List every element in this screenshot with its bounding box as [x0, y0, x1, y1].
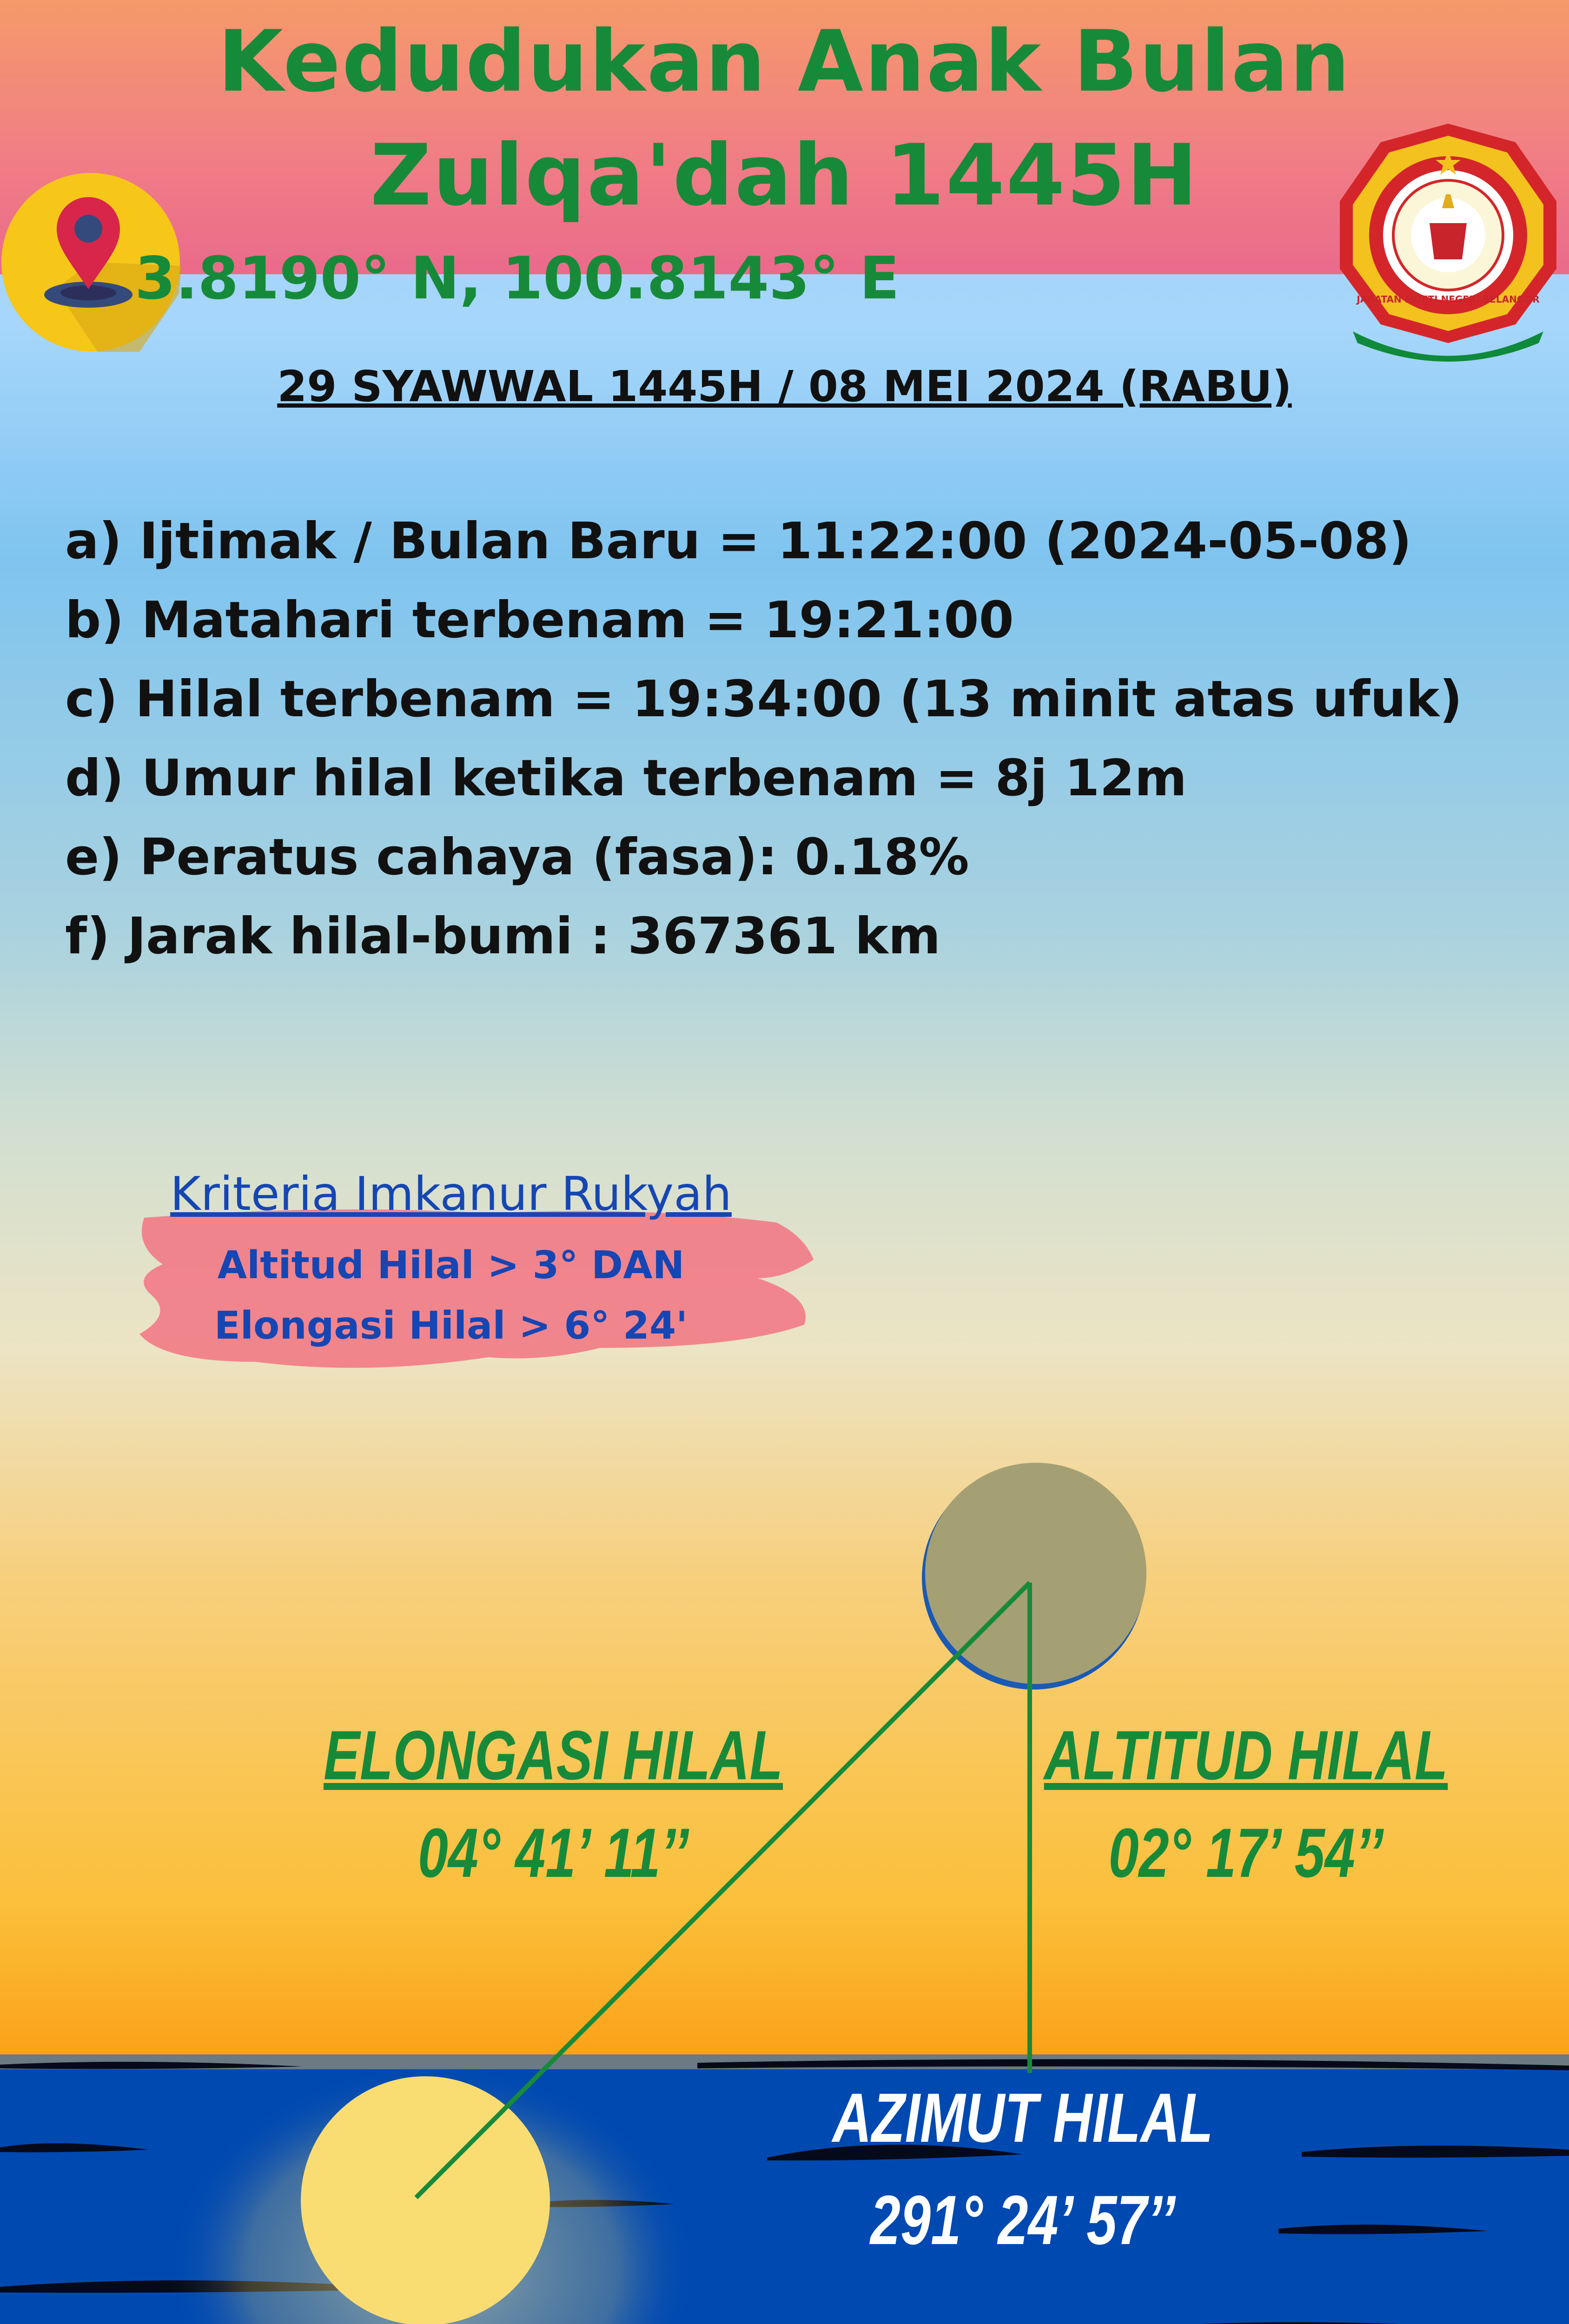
elongation-value: 04° 41’ 11’’	[417, 1814, 689, 1892]
criteria-elongation: Elongasi Hilal > 6° 24'	[214, 1304, 688, 1348]
fact-item: f) Jarak hilal-bumi : 367361 km	[65, 907, 941, 965]
elongation-label: ELONGASI HILAL	[324, 1716, 783, 1794]
fact-item: a) Ijtimak / Bulan Baru = 11:22:00 (2024-05-08)	[65, 512, 1412, 570]
altitude-value: 02° 17’ 54’’	[1108, 1814, 1384, 1892]
moon-azimuth-value: 291° 24’ 57’’	[870, 2181, 1176, 2259]
sun-disc	[301, 2076, 550, 2324]
moon-azimuth-label: AZIMUT HILAL	[832, 2079, 1213, 2157]
date-line: 29 SYAWWAL 1445H / 08 MEI 2024 (RABU)	[277, 362, 1292, 411]
coordinates-text: 3.8190° N, 100.8143° E	[135, 244, 900, 312]
criteria-title: Kriteria Imkanur Rukyah	[170, 1167, 732, 1221]
altitude-label: ALTITUD HILAL	[1044, 1716, 1448, 1794]
moon-disc	[925, 1463, 1146, 1684]
fact-item: d) Umur hilal ketika terbenam = 8j 12m	[65, 749, 1187, 807]
criteria-altitude: Altitud Hilal > 3° DAN	[217, 1243, 685, 1287]
title-line-1: Kedudukan Anak Bulan	[218, 12, 1351, 111]
title-line-2: Zulqa'dah 1445H	[370, 126, 1199, 224]
fact-item: e) Peratus cahaya (fasa): 0.18%	[65, 828, 969, 886]
logo-caption: JABATAN MUFTI NEGERI SELANGOR	[1357, 294, 1540, 305]
fact-item: b) Matahari terbenam = 19:21:00	[65, 591, 1014, 649]
fact-item: c) Hilal terbenam = 19:34:00 (13 minit atas ufuk)	[65, 670, 1463, 728]
